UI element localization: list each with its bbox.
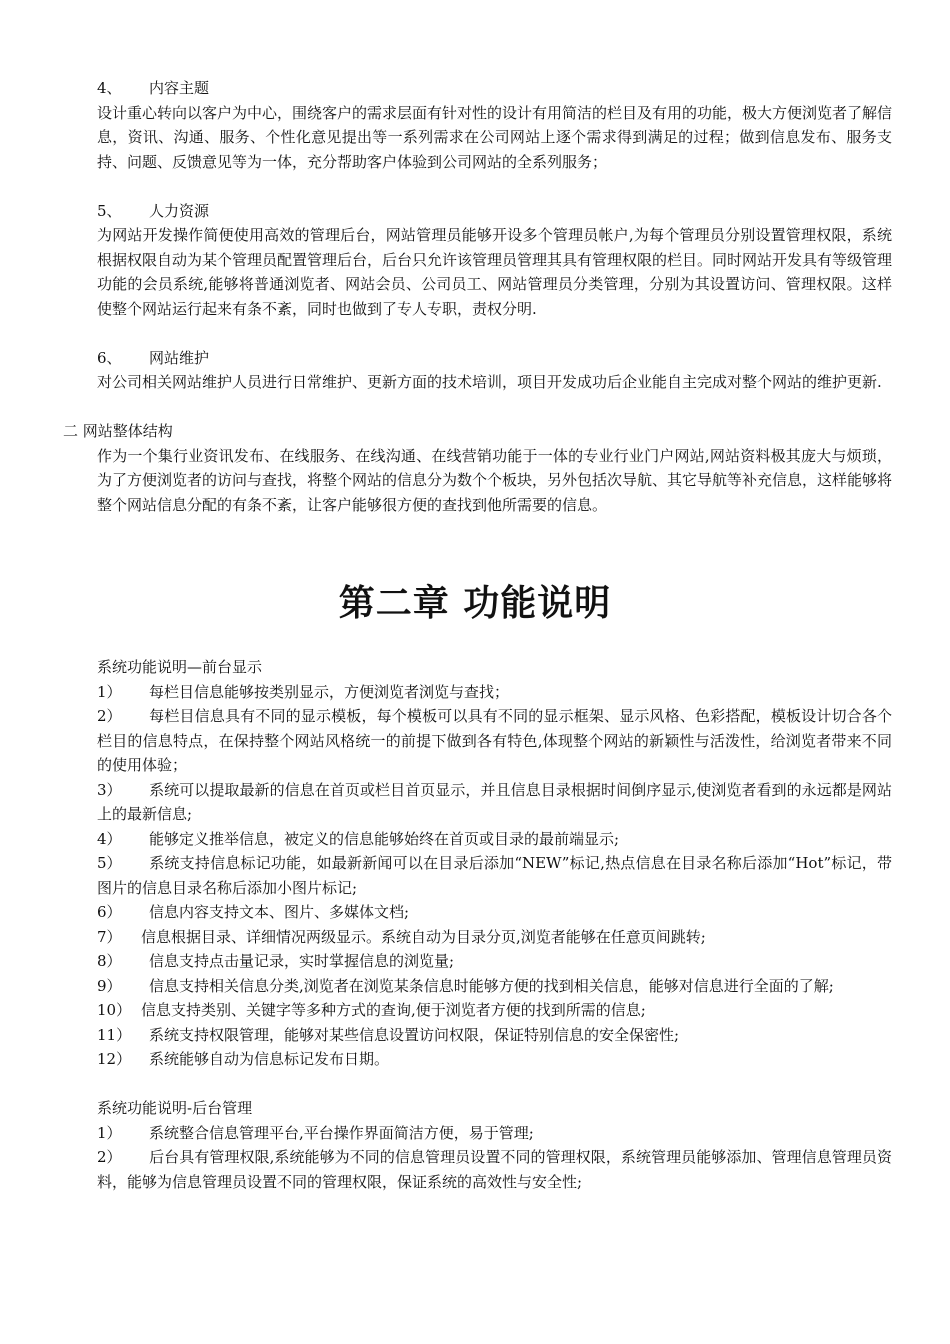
section-heading xyxy=(97,76,892,101)
list-item xyxy=(97,925,892,950)
list-item xyxy=(97,851,892,900)
list-item xyxy=(97,680,892,705)
list-marker: 2） xyxy=(97,707,122,725)
list-marker: 4） xyxy=(97,829,122,848)
list-text: 能够定义推举信息，被定义的信息能够始终在首页或目录的最前端显示; xyxy=(149,829,620,848)
list-item xyxy=(97,998,892,1023)
section-body: 设计重心转向以客户为中心，围绕客户的需求层面有针对性的设计有用简洁的栏目及有用的功能，极大方便浏览者了解信息，资讯、沟通、服务、个性化意见提出等一系列需求在公司网站上逐个需求得到满足的过程；做到信息发布、服务支持、问题、反馈意见等为一体，充分帮助客户体验到公司网站的全系列服务； xyxy=(97,103,893,171)
list-text: 信息支持相关信息分类,浏览者在浏览某条信息时能够方便的找到相关信息，能够对信息进行全面的了解; xyxy=(149,976,834,995)
section-content-theme xyxy=(97,76,892,174)
list-marker: 5） xyxy=(97,854,122,872)
list-text: 系统支持信息标记功能，如最新新闻可以在目录后添加“NEW”标记,热点信息在目录名称后添加“Hot”标记，带图片的信息目录名称后添加小图片标记; xyxy=(97,854,892,897)
list-item xyxy=(97,778,892,827)
list-marker: 2） xyxy=(97,1148,122,1166)
list-marker: 1） xyxy=(97,682,122,701)
list-text: 系统整合信息管理平台,平台操作界面简洁方便，易于管理; xyxy=(149,1123,534,1142)
frontend-list xyxy=(97,655,892,1072)
list-marker: 10） xyxy=(97,1001,132,1019)
list-text: 系统可以提取最新的信息在首页或栏目首页显示，并且信息目录根据时间倒序显示,使浏览者看到的永远都是网站上的最新信息; xyxy=(97,780,892,823)
section-number: 5、 xyxy=(97,201,122,220)
list-text: 信息根据目录、详细情况两级显示。系统自动为目录分页,浏览者能够在任意页间跳转; xyxy=(141,927,706,946)
spacer xyxy=(97,1072,892,1097)
list-text: 系统能够自动为信息标记发布日期。 xyxy=(149,1050,390,1068)
structure-body: 作为一个集行业资讯发布、在线服务、在线沟通、在线营销功能于一体的专业行业门户网站,网站资料极其庞大与烦琐，为了方便浏览者的访问与查找，将整个网站的信息分为数个个板块，另外包括次导航、其它导航等补充信息，这样能够将整个网站信息分配的有条不紊，让客户能够很方便的查找到他所需要的信息。 xyxy=(97,446,893,514)
list-text: 系统支持权限管理，能够对某些信息设置访问权限，保证特别信息的安全保密性; xyxy=(149,1025,680,1044)
list-item xyxy=(97,1047,892,1072)
list-marker: 1） xyxy=(97,1123,122,1142)
list-text: 信息内容支持文本、图片、多媒体文档; xyxy=(149,903,410,921)
list-marker: 3） xyxy=(97,780,122,799)
list-item xyxy=(97,1121,892,1146)
section-body: 为网站开发操作简便使用高效的管理后台，网站管理员能够开设多个管理员帐户,为每个管理员分别设置管理权限，系统根据权限自动为某个管理员配置管理后台，后台只允许该管理员管理其具有管理权限的栏目。同时网站开发具有等级管理功能的会员系统,能够将普通浏览者、网站会员、公司员工、网站管理员分类管理，分别为其设置访问、管理权限。这样使整个网站运行起来有条不紊，同时也做到了专人专职，责权分明. xyxy=(97,226,893,318)
section-heading xyxy=(97,199,892,224)
structure-heading: 二 网站整体结构 xyxy=(63,422,173,440)
list-item xyxy=(97,974,892,999)
list-text: 每栏目信息能够按类别显示，方便浏览者浏览与查找； xyxy=(149,682,510,701)
list-item xyxy=(97,949,892,974)
list-text: 信息支持类别、关键字等多种方式的查询,便于浏览者方便的找到所需的信息; xyxy=(141,1001,646,1019)
list-marker: 12） xyxy=(97,1050,132,1068)
chapter-title: 第二章 功能说明 xyxy=(338,583,612,624)
section-site-structure xyxy=(63,419,892,517)
list-item xyxy=(97,900,892,925)
section-number: 4、 xyxy=(97,79,122,97)
list-marker: 8） xyxy=(97,952,122,970)
list-text: 每栏目信息具有不同的显示模板，每个模板可以具有不同的显示框架、显示风格、色彩搭配，模板设计切合各个栏目的信息特点，在保持整个网站风格统一的前提下做到各有特色,体现整个网站的新颖性与活泼性，给浏览者带来不同的使用体验； xyxy=(97,707,892,774)
list-marker: 11） xyxy=(97,1025,132,1044)
list-marker: 9） xyxy=(97,976,122,995)
frontend-list-title: 系统功能说明—前台显示 xyxy=(97,658,263,676)
section-title: 网站维护 xyxy=(149,348,210,367)
backend-list xyxy=(97,1096,892,1194)
section-human-resources xyxy=(97,199,892,322)
list-marker: 6） xyxy=(97,903,122,921)
list-item xyxy=(97,1145,892,1194)
section-title: 内容主题 xyxy=(149,79,210,97)
list-item xyxy=(97,1023,892,1048)
backend-list-title: 系统功能说明-后台管理 xyxy=(97,1099,253,1117)
list-text: 信息支持点击量记录，实时掌握信息的浏览量; xyxy=(149,952,455,970)
section-site-maintenance xyxy=(97,346,892,395)
list-marker: 7） xyxy=(97,927,122,946)
list-text: 后台具有管理权限,系统能够为不同的信息管理员设置不同的管理权限，系统管理员能够添加、管理信息管理员资料，能够为信息管理员设置不同的管理权限，保证系统的高效性与安全性; xyxy=(97,1148,892,1191)
list-item xyxy=(97,704,892,778)
list-item xyxy=(97,827,892,852)
section-number: 6、 xyxy=(97,348,122,367)
section-title: 人力资源 xyxy=(149,201,210,220)
section-heading xyxy=(97,346,892,371)
section-body: 对公司相关网站维护人员进行日常维护、更新方面的技术培训，项目开发成功后企业能自主完成对整个网站的维护更新. xyxy=(97,373,882,391)
